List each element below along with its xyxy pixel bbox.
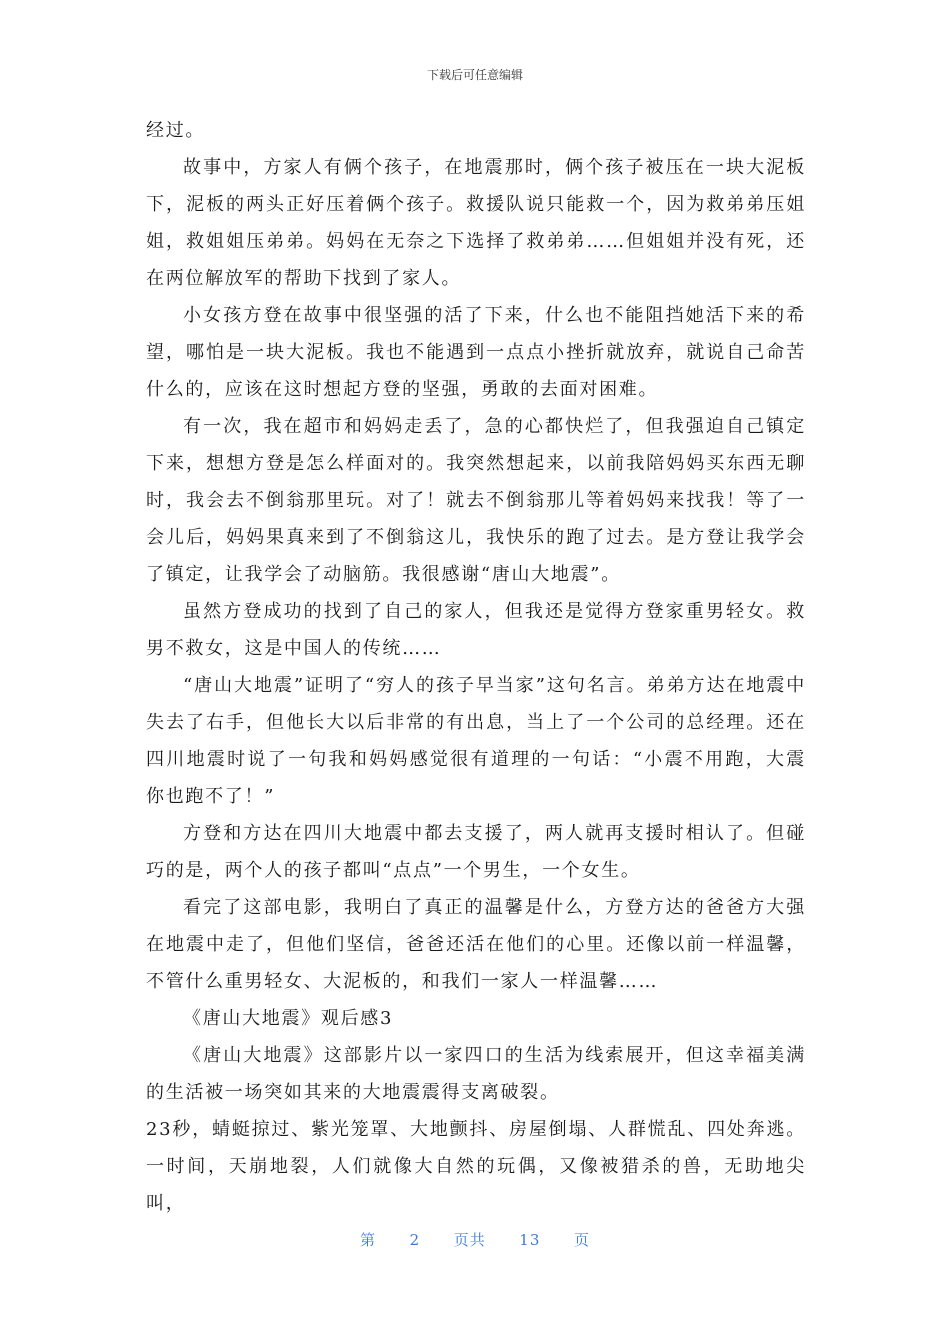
section-heading: 《唐山大地震》观后感3	[183, 1008, 394, 1029]
paragraph: 《唐山大地震》这部影片以一家四口的生活为线索展开，但这幸福美满的生活被一场突如其来的大地震震得支离破裂。	[146, 1045, 806, 1103]
paragraph: “唐山大地震”证明了“穷人的孩子早当家”这句名言。弟弟方达在地震中失去了右手，但他长大以后非常的有出息，当上了一个公司的总经理。还在四川地震时说了一句我和妈妈感觉很有道理的一句话：“小震不用跑，大震你也跑不了！”	[146, 675, 806, 807]
page-label-middle: 页共	[453, 1231, 486, 1249]
paragraph: 小女孩方登在故事中很坚强的活了下来，什么也不能阻挡她活下来的希望，哪怕是一块大泥板。我也不能遇到一点点小挫折就放弃，就说自己命苦什么的，应该在这时想起方登的坚强，勇敢的去面对困难。	[146, 305, 806, 400]
current-page-number: 2	[409, 1231, 421, 1249]
total-pages-number: 13	[519, 1231, 541, 1249]
paragraph: 看完了这部电影，我明白了真正的温馨是什么，方登方达的爸爸方大强在地震中走了，但他们坚信，爸爸还活在他们的心里。还像以前一样温馨，不管什么重男轻女、大泥板的，和我们一家人一样温馨……	[146, 897, 806, 992]
page-label-suffix: 页	[573, 1231, 590, 1249]
paragraph: 故事中，方家人有俩个孩子，在地震那时，俩个孩子被压在一块大泥板下，泥板的两头正好压着俩个孩子。救援队说只能救一个，因为救弟弟压姐姐，救姐姐压弟弟。妈妈在无奈之下选择了救弟弟……但姐姐并没有死，还在两位解放军的帮助下找到了家人。	[146, 157, 806, 289]
page-footer	[0, 1229, 950, 1250]
page-label-prefix: 第	[360, 1231, 377, 1249]
paragraph: 有一次，我在超市和妈妈走丢了，急的心都快烂了，但我强迫自己镇定下来，想想方登是怎么样面对的。我突然想起来，以前我陪妈妈买东西无聊时，我会去不倒翁那里玩。对了！就去不倒翁那儿等着妈妈来找我！等了一会儿后，妈妈果真来到了不倒翁这儿，我快乐的跑了过去。是方登让我学会了镇定，让我学会了动脑筋。我很感谢“唐山大地震”。	[146, 416, 806, 585]
paragraph: 方登和方达在四川大地震中都去支援了，两人就再支援时相认了。但碰巧的是，两个人的孩子都叫“点点”一个男生，一个女生。	[146, 823, 806, 881]
paragraph: 23秒，蜻蜓掠过、紫光笼罩、大地颤抖、房屋倒塌、人群慌乱、四处奔逃。一时间，天崩地裂，人们就像大自然的玩偶，又像被猎杀的兽，无助地尖叫，	[146, 1119, 806, 1214]
paragraph: 经过。	[146, 120, 206, 141]
paragraph: 虽然方登成功的找到了自己的家人，但我还是觉得方登家重男轻女。救男不救女，这是中国人的传统……	[146, 601, 806, 659]
document-body	[146, 112, 806, 1222]
page-header: 下载后可任意编辑	[426, 68, 523, 82]
